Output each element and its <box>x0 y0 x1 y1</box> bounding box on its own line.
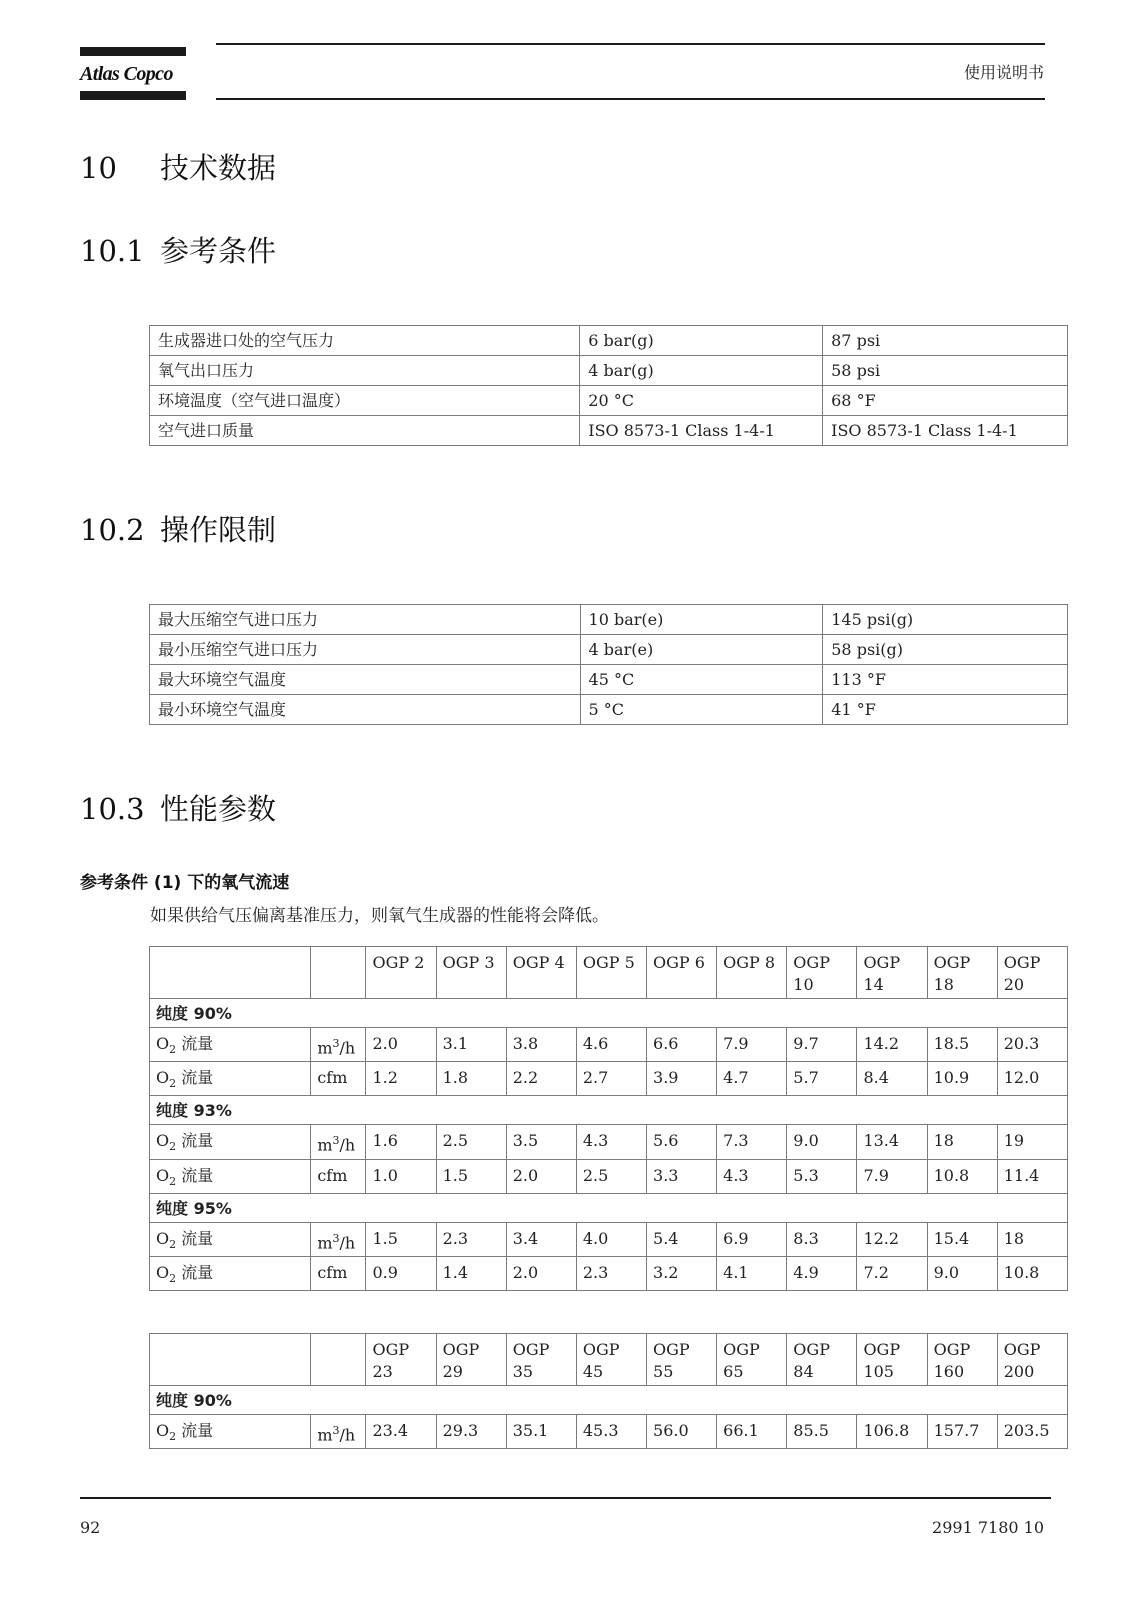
flow-value: 35.1 <box>506 1415 576 1449</box>
table-row <box>150 1125 1068 1159</box>
section-heading-reference-conditions <box>80 229 276 270</box>
table-row <box>150 386 1068 416</box>
model-header: OGP 6 <box>647 947 717 999</box>
model-header: OGP 3 <box>436 947 506 999</box>
model-header: OGP 20 <box>997 947 1067 999</box>
condition-label: 环境温度（空气进口温度） <box>150 386 580 416</box>
table-header-row <box>150 947 1068 999</box>
header-empty-cell <box>150 947 311 999</box>
header-empty-cell <box>311 1334 366 1386</box>
limit-metric: 10 bar(e) <box>580 605 823 635</box>
unit-cell <box>311 1222 366 1256</box>
purity-group-row <box>150 1096 1068 1125</box>
limit-imperial: 58 psi(g) <box>823 635 1068 665</box>
purity-group-row <box>150 1193 1068 1222</box>
limit-imperial: 145 psi(g) <box>823 605 1068 635</box>
document-type: 使用说明书 <box>963 63 1044 82</box>
condition-imperial: 87 psi <box>823 326 1068 356</box>
table-row <box>150 1222 1068 1256</box>
model-header: OGP 14 <box>857 947 927 999</box>
flow-label-subscript: 2 <box>169 1174 177 1188</box>
unit-suffix: /h <box>339 1038 356 1058</box>
performance-table-2 <box>149 1333 1068 1449</box>
limit-label: 最大压缩空气进口压力 <box>150 605 581 635</box>
table-row <box>150 1159 1068 1193</box>
flow-value: 10.8 <box>927 1159 997 1193</box>
flow-value: 7.2 <box>857 1256 927 1290</box>
model-header: OGP 45 <box>576 1334 646 1386</box>
model-header: OGP 29 <box>436 1334 506 1386</box>
table-row <box>150 356 1068 386</box>
table-row <box>150 416 1068 446</box>
flow-value: 45.3 <box>576 1415 646 1449</box>
flow-label-subscript: 2 <box>169 1237 177 1251</box>
flow-label-subscript: 2 <box>169 1140 177 1154</box>
flow-value: 56.0 <box>647 1415 717 1449</box>
flow-value: 4.3 <box>717 1159 787 1193</box>
flow-value: 3.4 <box>506 1222 576 1256</box>
flow-value: 2.7 <box>576 1062 646 1096</box>
purity-label: 纯度 93% <box>150 1096 1068 1125</box>
flow-value: 7.3 <box>717 1125 787 1159</box>
flow-label-suffix: 流量 <box>176 1068 214 1088</box>
flow-value: 66.1 <box>717 1415 787 1449</box>
model-header: OGP 35 <box>506 1334 576 1386</box>
flow-label <box>150 1159 311 1193</box>
flow-value: 1.5 <box>436 1159 506 1193</box>
flow-label <box>150 1125 311 1159</box>
flow-label-suffix: 流量 <box>176 1131 214 1151</box>
flow-label-prefix: O <box>156 1262 170 1282</box>
purity-label: 纯度 90% <box>150 1386 1068 1415</box>
flow-label-subscript: 2 <box>169 1430 177 1444</box>
model-header: OGP 55 <box>647 1334 717 1386</box>
unit-superscript: 3 <box>332 1231 340 1245</box>
flow-value: 9.0 <box>787 1125 857 1159</box>
flow-value: 2.5 <box>576 1159 646 1193</box>
flow-value: 2.3 <box>436 1222 506 1256</box>
flow-value: 4.1 <box>717 1256 787 1290</box>
flow-value: 3.8 <box>506 1028 576 1062</box>
flow-value: 8.3 <box>787 1222 857 1256</box>
flow-label-prefix: O <box>156 1068 170 1088</box>
limit-label: 最小压缩空气进口压力 <box>150 635 581 665</box>
flow-value: 10.8 <box>997 1256 1067 1290</box>
flow-label-prefix: O <box>156 1034 170 1053</box>
flow-value: 18 <box>997 1222 1067 1256</box>
section-number: 10.2 <box>80 513 145 547</box>
footer-rule <box>80 1497 1051 1499</box>
condition-imperial: 68 °F <box>823 386 1068 416</box>
unit-cell <box>311 1415 366 1449</box>
unit-superscript: 3 <box>332 1424 340 1437</box>
performance-subheading: 参考条件 (1) 下的氧气流速 <box>80 873 290 893</box>
flow-value: 23.4 <box>366 1415 436 1449</box>
flow-value: 2.0 <box>506 1256 576 1290</box>
model-header: OGP 23 <box>366 1334 436 1386</box>
flow-label-prefix: O <box>156 1421 170 1440</box>
section-title: 参考条件 <box>160 234 277 268</box>
chapter-heading <box>80 146 276 187</box>
flow-value: 2.5 <box>436 1125 506 1159</box>
model-header: OGP 4 <box>506 947 576 999</box>
condition-imperial: ISO 8573-1 Class 1-4-1 <box>823 416 1068 446</box>
table-row <box>150 1062 1068 1096</box>
flow-label <box>150 1415 311 1449</box>
limit-label: 最小环境空气温度 <box>150 695 581 725</box>
purity-group-row <box>150 999 1068 1028</box>
limit-label: 最大环境空气温度 <box>150 665 581 695</box>
table-header-row <box>150 1334 1068 1386</box>
condition-metric: 4 bar(g) <box>580 356 823 386</box>
document-number: 2991 7180 10 <box>932 1518 1044 1537</box>
model-header: OGP 160 <box>927 1334 997 1386</box>
flow-value: 7.9 <box>857 1159 927 1193</box>
condition-label: 空气进口质量 <box>150 416 580 446</box>
flow-label-subscript: 2 <box>169 1272 177 1286</box>
flow-value: 5.7 <box>787 1062 857 1096</box>
logo-text: Atlas Copco <box>80 63 173 85</box>
chapter-title: 技术数据 <box>160 151 277 185</box>
section-title: 性能参数 <box>160 792 277 826</box>
unit-superscript: 3 <box>332 1037 340 1050</box>
unit-cell: cfm <box>311 1159 366 1193</box>
flow-value: 5.4 <box>647 1222 717 1256</box>
flow-value: 15.4 <box>927 1222 997 1256</box>
model-header: OGP 84 <box>787 1334 857 1386</box>
flow-label-suffix: 流量 <box>176 1165 214 1185</box>
flow-value: 4.9 <box>787 1256 857 1290</box>
model-header: OGP 2 <box>366 947 436 999</box>
flow-value: 4.3 <box>576 1125 646 1159</box>
chapter-number: 10 <box>80 151 117 185</box>
model-header: OGP 8 <box>717 947 787 999</box>
unit-cell <box>311 1028 366 1062</box>
flow-value: 12.2 <box>857 1222 927 1256</box>
flow-label-subscript: 2 <box>169 1043 177 1057</box>
flow-value: 85.5 <box>787 1415 857 1449</box>
flow-value: 29.3 <box>436 1415 506 1449</box>
table-row <box>150 665 1068 695</box>
flow-value: 1.5 <box>366 1222 436 1256</box>
model-header: OGP 65 <box>717 1334 787 1386</box>
limit-metric: 5 °C <box>580 695 823 725</box>
flow-value: 2.0 <box>506 1159 576 1193</box>
performance-note: 如果供给气压偏离基准压力，则氧气生成器的性能将会降低。 <box>150 906 609 926</box>
limit-metric: 45 °C <box>580 665 823 695</box>
flow-value: 1.4 <box>436 1256 506 1290</box>
purity-group-row <box>150 1386 1068 1415</box>
section-heading-operating-limits <box>80 508 276 549</box>
flow-value: 3.3 <box>647 1159 717 1193</box>
flow-value: 2.3 <box>576 1256 646 1290</box>
model-header: OGP 105 <box>857 1334 927 1386</box>
unit-prefix: m <box>317 1233 333 1253</box>
flow-value: 18.5 <box>927 1028 997 1062</box>
flow-value: 6.6 <box>647 1028 717 1062</box>
flow-label-suffix: 流量 <box>176 1228 214 1248</box>
limit-metric: 4 bar(e) <box>580 635 823 665</box>
header-empty-cell <box>150 1334 311 1386</box>
header-rule-top <box>216 43 1045 45</box>
flow-value: 11.4 <box>997 1159 1067 1193</box>
flow-value: 18 <box>927 1125 997 1159</box>
unit-suffix: /h <box>339 1233 356 1253</box>
flow-value: 203.5 <box>997 1415 1067 1449</box>
table-row <box>150 635 1068 665</box>
flow-label-suffix: 流量 <box>176 1034 214 1053</box>
flow-value: 1.2 <box>366 1062 436 1096</box>
flow-label-prefix: O <box>156 1165 170 1185</box>
flow-value: 5.3 <box>787 1159 857 1193</box>
flow-value: 3.2 <box>647 1256 717 1290</box>
flow-value: 1.6 <box>366 1125 436 1159</box>
flow-value: 9.7 <box>787 1028 857 1062</box>
flow-value: 12.0 <box>997 1062 1067 1096</box>
unit-cell: cfm <box>311 1256 366 1290</box>
limit-imperial: 113 °F <box>823 665 1068 695</box>
flow-label-suffix: 流量 <box>176 1421 214 1440</box>
flow-label <box>150 1062 311 1096</box>
flow-label-subscript: 2 <box>169 1077 177 1091</box>
condition-label: 氧气出口压力 <box>150 356 580 386</box>
flow-label-prefix: O <box>156 1131 170 1151</box>
model-header: OGP 200 <box>997 1334 1067 1386</box>
flow-value: 4.0 <box>576 1222 646 1256</box>
flow-value: 9.0 <box>927 1256 997 1290</box>
flow-label <box>150 1256 311 1290</box>
flow-value: 14.2 <box>857 1028 927 1062</box>
table-row <box>150 326 1068 356</box>
unit-suffix: /h <box>339 1135 356 1155</box>
flow-label <box>150 1028 311 1062</box>
section-number: 10.3 <box>80 792 145 826</box>
unit-prefix: m <box>317 1038 333 1058</box>
unit-superscript: 3 <box>332 1134 340 1148</box>
purity-label: 纯度 95% <box>150 1193 1068 1222</box>
section-title: 操作限制 <box>160 513 277 547</box>
condition-imperial: 58 psi <box>823 356 1068 386</box>
condition-metric: ISO 8573-1 Class 1-4-1 <box>580 416 823 446</box>
flow-value: 8.4 <box>857 1062 927 1096</box>
operating-limits-table <box>149 604 1068 725</box>
flow-value: 6.9 <box>717 1222 787 1256</box>
unit-cell <box>311 1125 366 1159</box>
unit-suffix: /h <box>339 1425 356 1445</box>
flow-label-suffix: 流量 <box>176 1262 214 1282</box>
model-header: OGP 10 <box>787 947 857 999</box>
logo-bar-top <box>80 47 186 56</box>
table-row <box>150 605 1068 635</box>
unit-cell: cfm <box>311 1062 366 1096</box>
flow-value: 20.3 <box>997 1028 1067 1062</box>
table-row <box>150 1256 1068 1290</box>
page-number: 92 <box>80 1518 101 1537</box>
flow-value: 157.7 <box>927 1415 997 1449</box>
flow-value: 10.9 <box>927 1062 997 1096</box>
flow-label <box>150 1222 311 1256</box>
condition-label: 生成器进口处的空气压力 <box>150 326 580 356</box>
flow-value: 0.9 <box>366 1256 436 1290</box>
section-heading-performance <box>80 787 276 828</box>
header-rule-bottom <box>216 98 1045 100</box>
table-row <box>150 1028 1068 1062</box>
section-number: 10.1 <box>80 234 145 268</box>
condition-metric: 6 bar(g) <box>580 326 823 356</box>
flow-value: 7.9 <box>717 1028 787 1062</box>
flow-value: 13.4 <box>857 1125 927 1159</box>
flow-value: 2.2 <box>506 1062 576 1096</box>
flow-value: 1.8 <box>436 1062 506 1096</box>
flow-value: 2.0 <box>366 1028 436 1062</box>
reference-conditions-table <box>149 325 1068 446</box>
model-header: OGP 5 <box>576 947 646 999</box>
model-header: OGP 18 <box>927 947 997 999</box>
flow-label-prefix: O <box>156 1228 170 1248</box>
flow-value: 106.8 <box>857 1415 927 1449</box>
condition-metric: 20 °C <box>580 386 823 416</box>
unit-prefix: m <box>317 1135 333 1155</box>
logo-bar-bottom <box>80 91 186 100</box>
flow-value: 1.0 <box>366 1159 436 1193</box>
unit-prefix: m <box>317 1425 333 1445</box>
flow-value: 4.7 <box>717 1062 787 1096</box>
flow-value: 3.1 <box>436 1028 506 1062</box>
flow-value: 19 <box>997 1125 1067 1159</box>
header-empty-cell <box>311 947 366 999</box>
table-row <box>150 695 1068 725</box>
atlas-copco-logo <box>80 47 186 100</box>
purity-label: 纯度 90% <box>150 999 1068 1028</box>
flow-value: 3.9 <box>647 1062 717 1096</box>
flow-value: 3.5 <box>506 1125 576 1159</box>
performance-table-1 <box>149 946 1068 1291</box>
table-row <box>150 1415 1068 1449</box>
limit-imperial: 41 °F <box>823 695 1068 725</box>
flow-value: 5.6 <box>647 1125 717 1159</box>
flow-value: 4.6 <box>576 1028 646 1062</box>
